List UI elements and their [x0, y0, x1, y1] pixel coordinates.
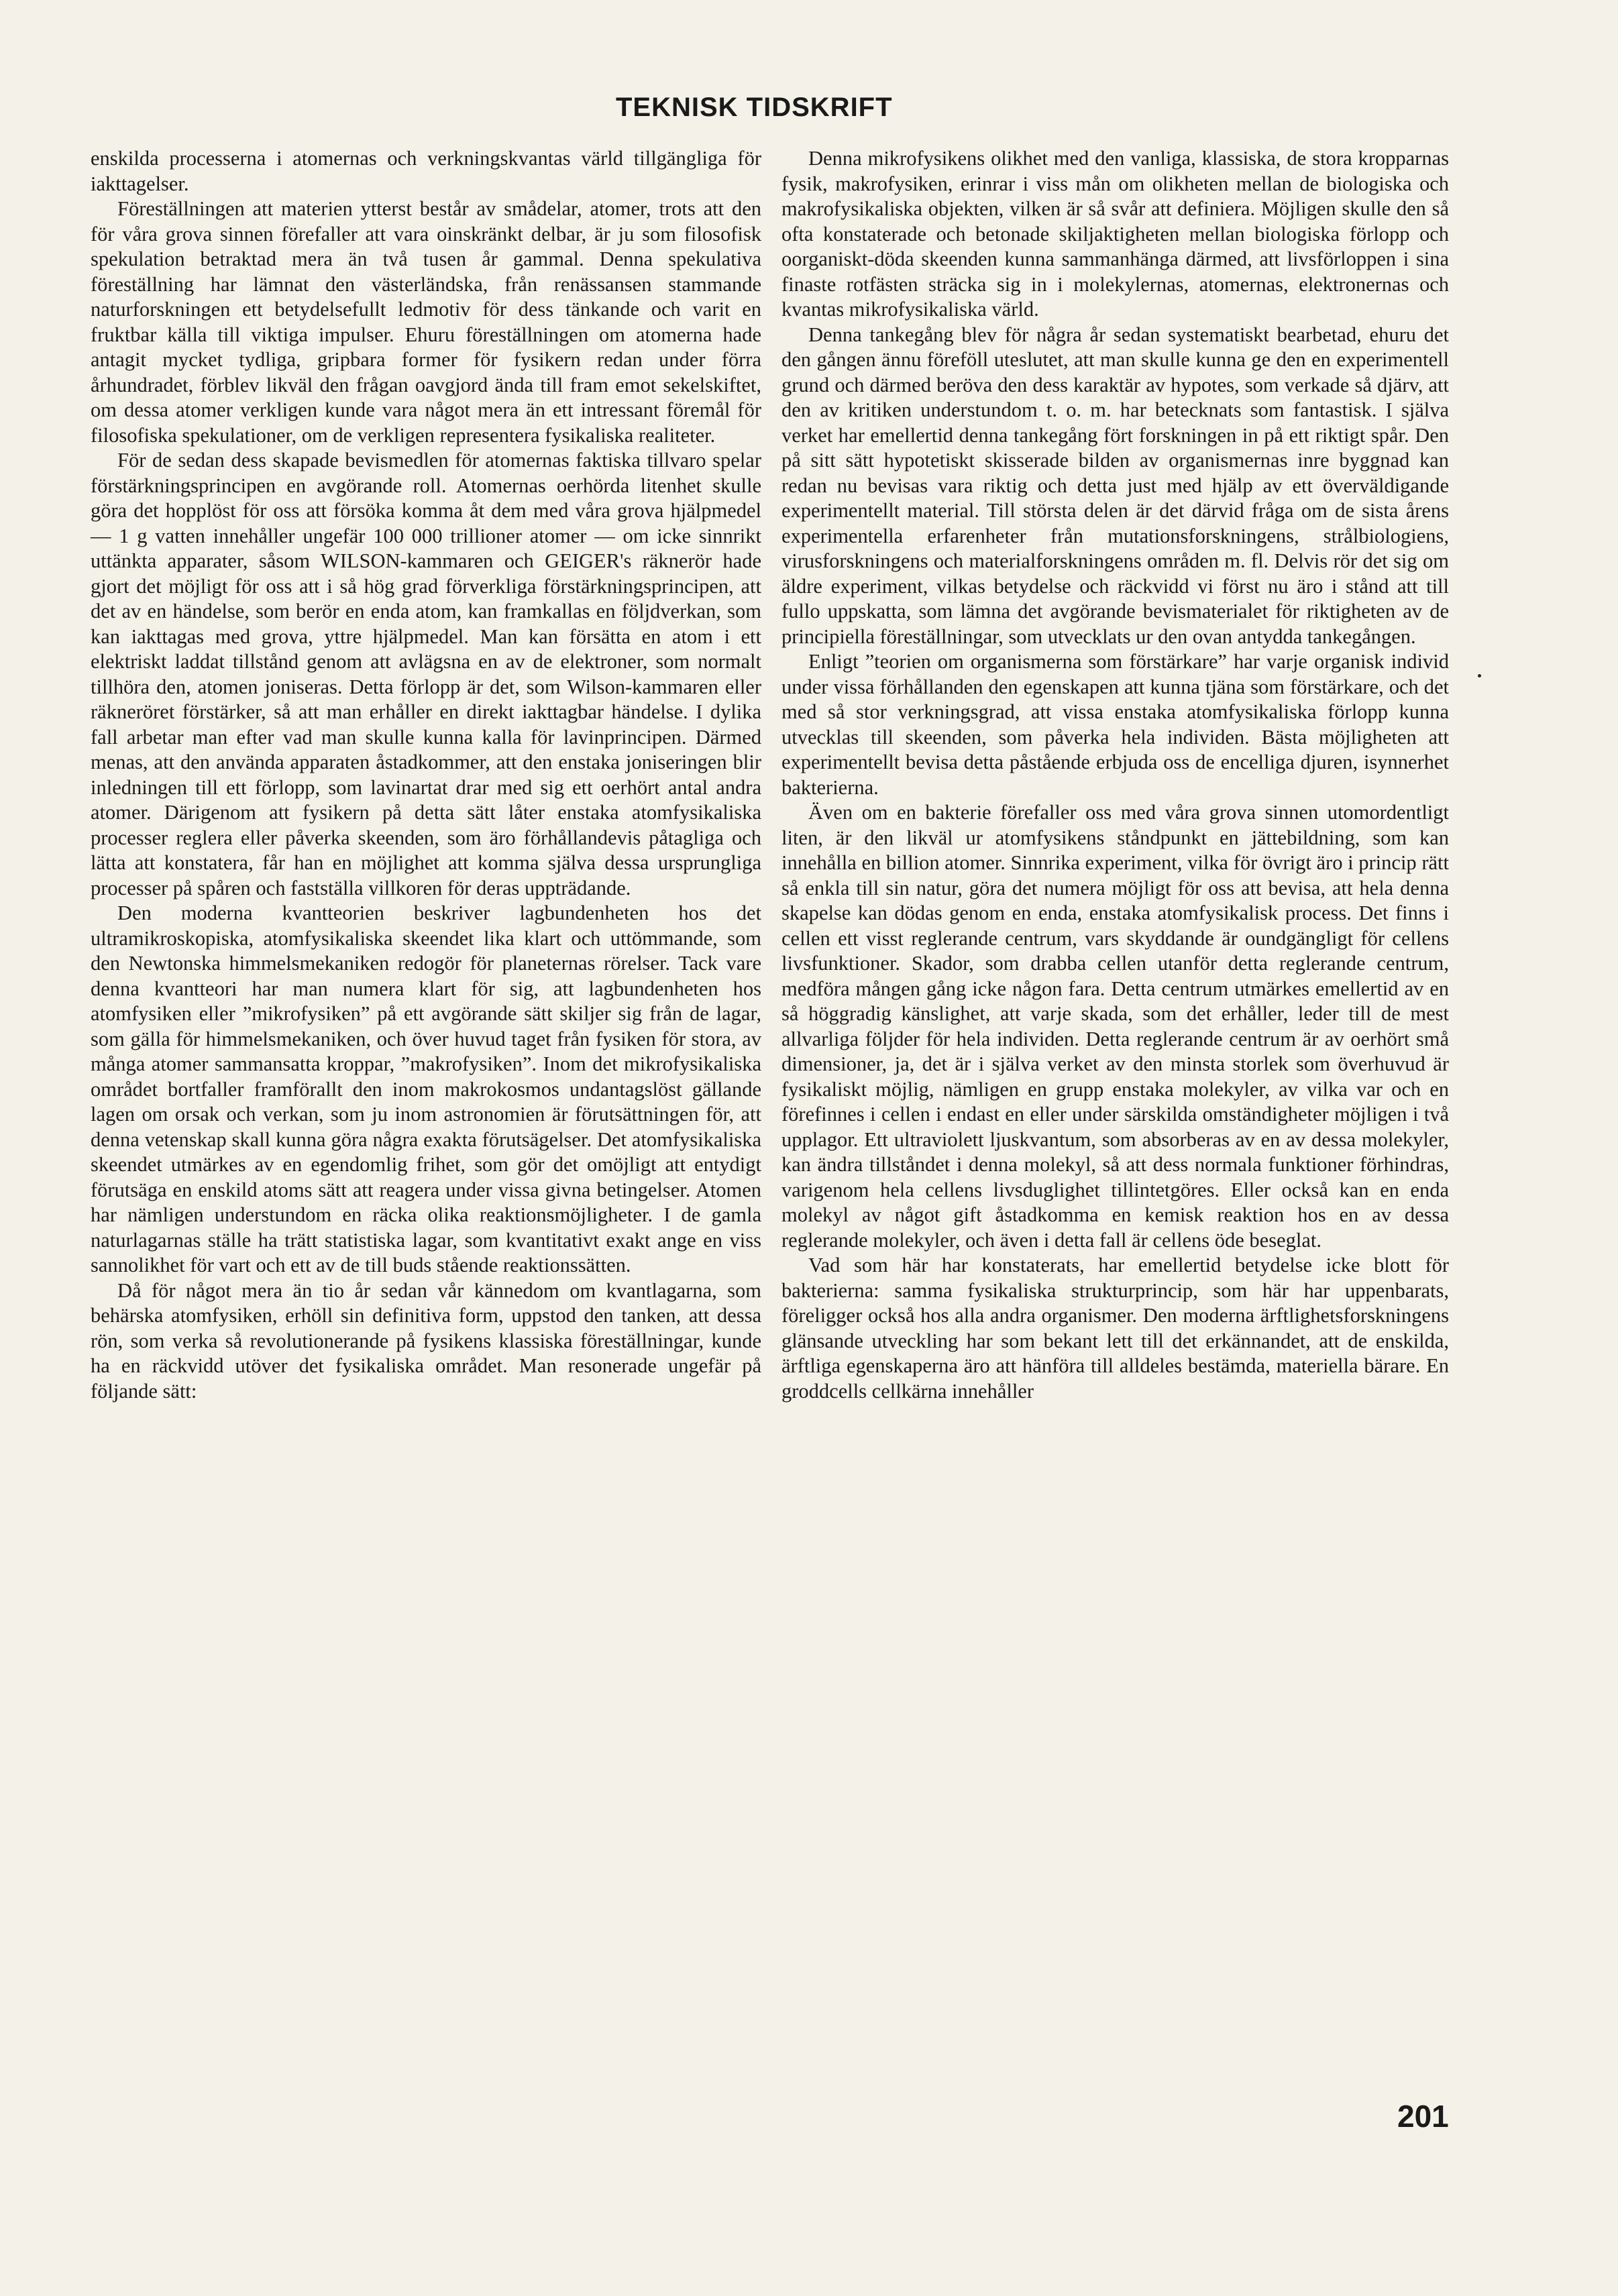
- paragraph: Denna tankegång blev för några år sedan systematiskt bearbetad, ehuru det den gången ännu föreföll uteslutet, att man skulle kunna ge den en experimentell grund och därmed beröva den dess karaktär av hypotes, som verkade så djärv, att den av kritiken understundom t. o. m. har betecknats som fantastisk. I själva verket har emellertid denna tankegång fört forskningen in på ett riktigt spår. Den på sitt sätt hypotetiskt skisserade bilden av organismernas inre byggnad kan redan nu bevisas vara riktig och detta just med hjälp av ett överväldigande experimentellt material. Till största delen är det därvid fråga om de sista årens experimentella erfarenheter från mutationsforskningens, strålbiologiens, virusforskningens och materialforskningens områden m. fl. Delvis rör det sig om äldre experiment, vilkas betydelse och räckvidd vi först nu äro i stånd att till fullo uppskatta, som lämna det avgörande bevismaterialet för riktigheten av de principiella föreställningar, som utvecklats ur den ovan antydda tankegången.: [781, 323, 1449, 648]
- paragraph: Då för något mera än tio år sedan vår kännedom om kvantlagarna, som behärska atomfysiken, erhöll sin definitiva form, uppstod den tanken, att dessa rön, som verka så revolutionerande på fysikens klassiska föreställningar, kunde ha en räckvidd utöver det fysikaliska området. Man resonerade ungefär på följande sätt:: [91, 1278, 761, 1403]
- paragraph: Den moderna kvantteorien beskriver lagbundenheten hos det ultramikroskopiska, atomfysikaliska skeendet lika klart och uttömmande, som den Newtonska himmelsmekaniken redogör för planeternas rörelser. Tack vare denna kvantteori har man numera klart för sig, att lagbundenheten hos atomfysiken eller ”mikrofysiken” på ett avgörande sätt skiljer sig från de lagar, som gälla för himmelsmekaniken, och över huvud taget från fysiken för stora, av många atomer sammansatta kroppar, ”makrofysiken”. Inom det mikrofysikaliska området bortfaller framförallt den inom makrokosmos undantagslöst gällande lagen om orsak och verkan, som ju inom astronomien är förutsättningen för, att denna vetenskap skall kunna göra några exakta förutsägelser. Det atomfysikaliska skeendet utmärkes av en egendomlig frihet, som gör det omöjligt att entydigt förutsäga en enskild atoms sätt att reagera under vissa givna betingelser. Atomen har nämligen understundom en räcka olika reaktionsmöjligheter. I de gamla naturlagarnas ställe ha trätt statistiska lagar, som kvantitativt exakt ange en viss sannolikhet för vart och ett av de till buds stående reaktionssätten.: [91, 901, 761, 1276]
- paragraph: Denna mikrofysikens olikhet med den vanliga, klassiska, de stora kropparnas fysik, makrofysiken, erinrar i viss mån om olikheten mellan de biologiska och makrofysikaliska objekten, vilken är så svår att definiera. Möjligen skulle den så ofta konstaterade och betonade skiljaktigheten mellan biologiska förlopp och oorganiskt-döda skeenden kunna sammanhänga därmed, att livsförloppen i sina finaste rotfästen sträcka sig in i molekylernas, atomernas, elektronernas och kvantas mikrofysikaliska värld.: [781, 147, 1449, 321]
- paragraph: enskilda processerna i atomernas och verkningskvantas värld tillgängliga för iakttagelser.: [91, 147, 761, 195]
- right-column: [781, 146, 1449, 1404]
- left-column: [91, 146, 761, 1404]
- paragraph: För de sedan dess skapade bevismedlen för atomernas faktiska tillvaro spelar förstärkningsprincipen en avgörande roll. Atomernas oerhörda litenhet skulle göra det hopplöst för oss att försöka komma åt dem med våra grova hjälpmedel — 1 g vatten innehåller ungefär 100 000 trillioner atomer — om icke sinnrikt uttänkta apparater, såsom WILSON-kammaren och GEIGER's räknerör hade gjort det möjligt för oss att i så hög grad förverkliga förstärkningsprincipen, att det av en händelse, som berör en enda atom, kan framkallas en följdverkan, som kan iakttagas med grova, yttre hjälpmedel. Man kan försätta en atom i ett elektriskt laddat tillstånd genom att avlägsna en av de elektroner, som normalt tillhöra den, atomen joniseras. Detta förlopp är det, som Wilson-kammaren eller räkneröret förstärker, så att man erhåller en direkt iakttagbar händelse. I dylika fall arbetar man efter vad man skulle kunna kalla för lavinprincipen. Därmed menas, att den använda apparaten åstadkommer, att den enstaka joniseringen blir inledningen till ett förlopp, som lavinartat drar med sig ett oerhört antal andra atomer. Därigenom att fysikern på detta sätt låter enstaka atomfysikaliska processer reglera eller påverka skeenden, som äro förhållandevis påtagliga och lätta att konstatera, får han en möjlighet att komma själva dessa ursprungliga processer på spåren och fastställa villkoren för deras uppträdande.: [91, 449, 761, 899]
- journal-header: TEKNISK TIDSKRIFT: [616, 93, 893, 122]
- page-number: 201: [1397, 2099, 1449, 2134]
- paragraph: Även om en bakterie förefaller oss med våra grova sinnen utomordentligt liten, är den likväl ur atomfysikens ståndpunkt en jättebildning, som kan innehålla en billion atomer. Sinnrika experiment, vilka för övrigt äro i princip rätt så enkla till sin natur, göra det numera möjligt för oss att bevisa, att hela denna skapelse kan dödas genom en enda, enstaka atomfysikalisk process. Det finns i cellen ett visst reglerande centrum, vars skyddande är oundgängligt för cellens livsfunktioner. Skador, som drabba cellen utanför detta reglerande centrum, medföra mången gång icke någon fara. Detta centrum utmärkes emellertid av en så höggradig känslighet, att varje skada, som det erhåller, leder till de mest allvarliga följder för hela individen. Detta reglerande centrum är av oerhört små dimensioner, ja, det är i själva verket av den minsta storlek som överhuvud är fysikaliskt möjlig, nämligen en grupp enstaka molekyler, av vilka var och en förefinnes i cellen i endast en eller under särskilda omständigheter möjligen i två upplagor. Ett ultraviolett ljuskvantum, som absorberas av en av dessa molekyler, kan ändra tillståndet i denna molekyl, så att dess normala funktioner förhindras, varigenom hela cellens livsduglighet tillintetgöres. Eller också kan en enda molekyl av något gift åstadkomma en kemisk reaktion hos en av dessa reglerande molekyler, och även i detta fall är cellens öde beseglat.: [781, 801, 1449, 1252]
- paragraph: Enligt ”teorien om organismerna som förstärkare” har varje organisk individ under vissa förhållanden den egenskapen att kunna tjäna som förstärkare, och det med så stor verkningsgrad, att vissa enstaka atomfysikaliska förlopp kunna utvecklas till skeenden, som påverka hela individen. Bästa möjligheten att experimentellt bevisa detta påstående erbjuda oss de encelliga djuren, isynnerhet bakterierna.: [781, 650, 1449, 799]
- margin-mark: [1478, 674, 1481, 677]
- paragraph: Föreställningen att materien ytterst består av smådelar, atomer, trots att den för våra grova sinnen förefaller att vara oinskränkt delbar, är ju som filosofisk spekulation betraktad mera än två tusen år gammal. Denna spekulativa föreställning har lämnat den västerländska, från renässansen stammande naturforskningen ett betydelsefullt ledmotiv för dess tänkande och varit en fruktbar källa till viktiga impulser. Ehuru föreställningen om atomerna hade antagit mycket tydliga, gripbara former för fysikern redan under förra århundradet, förblev likväl den frågan oavgjord ända till fram emot sekelskiftet, om dessa atomer verkligen kunde vara något mera än ett intressant föremål för filosofiska spekulationer, om de verkligen representera fysikaliska realiteter.: [91, 197, 761, 447]
- paragraph: Vad som här har konstaterats, har emellertid betydelse icke blott för bakterierna: samma fysikaliska strukturprincip, som här har uppenbarats, föreligger också hos alla andra organismer. Den moderna ärftlighetsforskningens glänsande utveckling har som bekant lett till det erkännandet, att de enskilda, ärftliga egenskaperna äro att hänföra till alldeles bestämda, materiella bärare. En groddcells cellkärna innehåller: [781, 1254, 1449, 1403]
